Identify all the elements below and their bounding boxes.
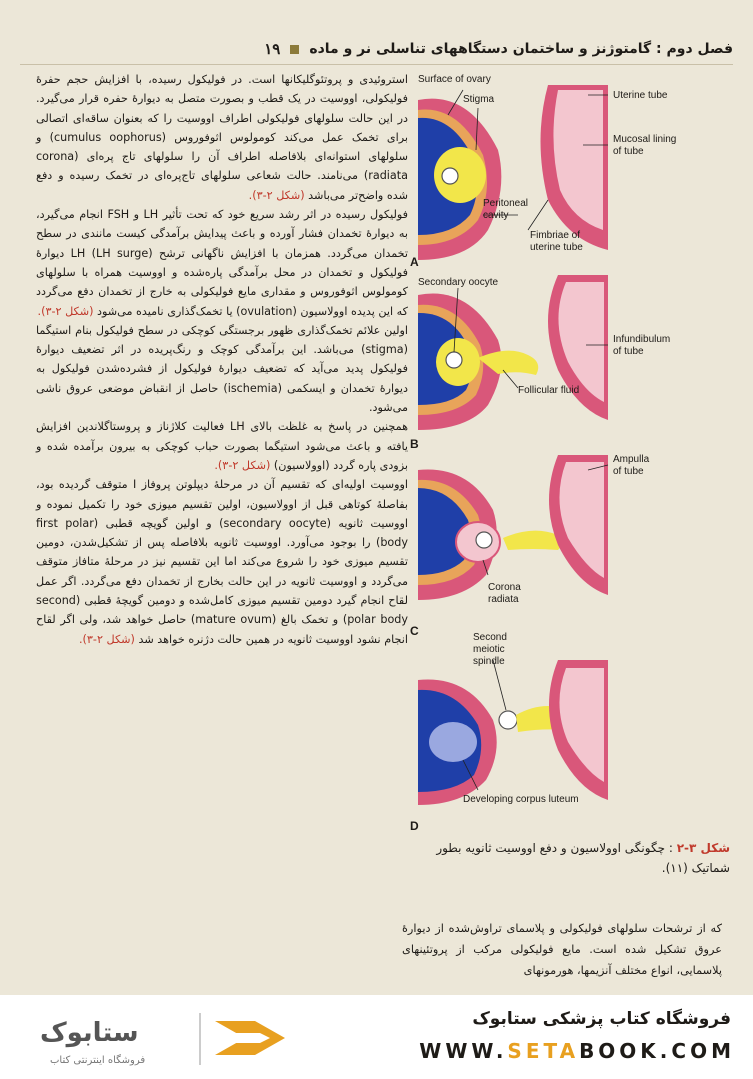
paragraph-5: اووسیت اولیه‌ای که تقسیم آن در مرحلهٔ دیپلوتن پروفاز I متوقف گردیده بود، بفاصلهٔ کوتاهی قبل از اوولاسیون، اولین تقسیم میوزی خود را تکمیل نموده و اووسیت ثانویه (secondary oocyte) و اولین گویچه قطبی (first polar body) را بوجود می‌آورد. اووسیت ثانویه بلافاصله پس از تشکیل‌شدن، دومین تقسیم میوزی خود را شروع می‌کند اما این تقسیم نیز در مرحلهٔ متافاز متوقف می‌گردد و اووسیت ثانویه در این حالت بخارج از تخمدان دفع می‌گردد. اگر عمل لقاح انجام گیرد دومین تقسیم میوزی کامل‌شده و دومین گویچهٔ قطبی (second polar body) و تخمک بالغ (mature ovum) حاصل خواهد شد، ولی اگر لقاح انجام نشود اووسیت ثانویه در همین حالت دژنره خواهد شد (شکل ۲-۳). <box>36 478 409 646</box>
figure-reference: (شکل ۲-۳). <box>37 304 94 318</box>
panel-c <box>418 455 608 600</box>
paragraph-2: فولیکول رسیده در اثر رشد سریع خود که تحت تأثیر LH و FSH انجام می‌گیرد، به دیوارهٔ تخمدان فشار آورده و باعث پیدایش برآمدگی کیست مانندی در سطح تخمدان می‌گردد. همزمان با افزایش ناگهانی ترشح LH (LH surge) دیوارهٔ فولیکول و تخمدان در محل برآمدگی پاره‌شده و اووسیت همراه با سلولهای کومولوس اثوفوروس و مقداری مایع فولیکولی به خارج از تخمدان دفع می‌گردد که این پدیده اوولاسیون (ovulation) یا تخمک‌گذاری نامیده می‌شود (شکل ۲-۳). <box>36 208 409 318</box>
panel-b <box>418 275 608 430</box>
store-name: فروشگاه کتاب پزشکی ستابوک <box>472 1009 731 1029</box>
label-cavity: cavity <box>483 210 509 221</box>
header-square-ornament <box>290 45 299 54</box>
panel-d <box>418 660 608 805</box>
label-uterine-tube-2: uterine tube <box>530 242 583 253</box>
label-radiata: radiata <box>488 594 519 605</box>
paragraph-3: اولین علائم تخمک‌گذاری ظهور برجستگی کوچکی در سطح فولیکول بنام استیگما (stigma) می‌باشد. این برآمدگی کوچک و رنگ‌پریده در اثر تضعیف دیوارهٔ فولیکول پدید می‌آید که تضعیف دیوارهٔ فولیکول از فشرده‌شدن فولیکول به دیوارهٔ تخمدان و ایسکمی (ischemia) حاصل از انقباض موضعی عروق ناشی می‌شود. <box>36 323 408 415</box>
label-developing-corpus-luteum: Developing corpus luteum <box>463 794 579 805</box>
label-follicular-fluid: Follicular fluid <box>518 385 580 396</box>
label-peritoneal: Peritoneal <box>483 198 529 209</box>
figure-reference: (شکل ۲-۳). <box>248 188 305 202</box>
figure-reference: (شکل ۲-۳). <box>78 632 135 646</box>
caption-label: شکل ۳-۲ <box>676 841 730 855</box>
running-header <box>20 36 733 62</box>
panel-label-a: A <box>410 255 419 269</box>
paragraph-4: همچنین در پاسخ به غلظت بالای LH فعالیت کلاژناز و پروستاگلاندین افزایش یافته و باعث می‌شود استیگما بصورت حباب کوچکی به بیرون برآمده شده و بزودی پاره گردد (اوولاسیون) (شکل ۲-۳). <box>36 420 409 472</box>
setabook-logo <box>30 1003 300 1073</box>
label-infundibulum: Infundibulum <box>613 334 671 345</box>
figure-caption <box>408 838 730 878</box>
label-corona: Corona <box>488 582 521 593</box>
logo-word: ستابوک <box>40 1018 139 1048</box>
store-url[interactable]: WWW.SETABOOK.COM <box>419 1039 735 1063</box>
logo-chevron-icon <box>215 1021 285 1055</box>
panel-label-d: D <box>410 819 419 833</box>
label-of-tube-2: of tube <box>613 346 644 357</box>
label-meiotic: meiotic <box>473 644 505 655</box>
label-fimbriae: Fimbriae of <box>530 230 581 241</box>
header-rule <box>20 64 733 65</box>
label-surface-of-ovary: Surface of ovary <box>418 74 491 85</box>
caption-text: : چگونگی اوولاسیون و دفع اووسیت ثانویه بطور شماتیک (۱۱). <box>436 841 730 875</box>
label-secondary-oocyte: Secondary oocyte <box>418 277 499 288</box>
ovulation-figure <box>408 70 748 850</box>
panel-label-b: B <box>410 437 419 451</box>
chapter-title: فصل دوم : گامتوژنز و ساختمان دستگاههای تناسلی نر و ماده <box>309 41 733 57</box>
label-ampulla: Ampulla <box>613 454 650 465</box>
label-of-tube: of tube <box>613 146 644 157</box>
label-uterine-tube: Uterine tube <box>613 90 668 101</box>
label-spindle: spindle <box>473 656 505 667</box>
paragraph-1: استروئیدی و پروتئوگلیکانها است. در فولیکول رسیده، با افزایش حجم حفرهٔ فولیکولی، اووسیت در یک قطب و بصورت متصل به دیوارهٔ حفره قرار می‌گیرد. در این حالت سلولهای فولیکولی اطراف اووسیت را که بعنوان ساقه‌ای اتصالی برای تخمک عمل می‌کند کومولوس اثوفوروس (cumulus oophorus) و سلولهای استوانه‌ای بلافاصله اطراف آن را سلولهای تاج پره‌ای (corona radiata) می‌نامند. حالت شعاعی سلولهای تاج‌پره‌ای در تخمک رسیده و دفع شده واضح‌تر می‌باشد (شکل ۲-۳). <box>36 73 408 202</box>
body-text-column <box>36 70 408 649</box>
figure-reference: (شکل ۲-۳). <box>214 458 271 472</box>
logo-subtitle: فروشگاه اینترنتی کتاب <box>50 1055 146 1066</box>
panel-label-c: C <box>410 624 419 638</box>
label-mucosal-lining: Mucosal lining <box>613 134 677 145</box>
page-number: ۱۹ <box>264 40 281 58</box>
label-of-tube-3: of tube <box>613 466 644 477</box>
label-second: Second <box>473 632 507 643</box>
bottom-paragraph: که از ترشحات سلولهای فولیکولی و پلاسمای تراوش‌شده از دیوارهٔ عروق تشکیل شده است. مایع فولیکولی مرکب از پروتئینهای پلاسمایی، انواع مختلف آنزیمها، هورمونهای <box>402 922 722 977</box>
ovulation-diagram <box>408 70 748 850</box>
label-stigma: Stigma <box>463 94 495 105</box>
store-footer-banner <box>0 995 753 1079</box>
